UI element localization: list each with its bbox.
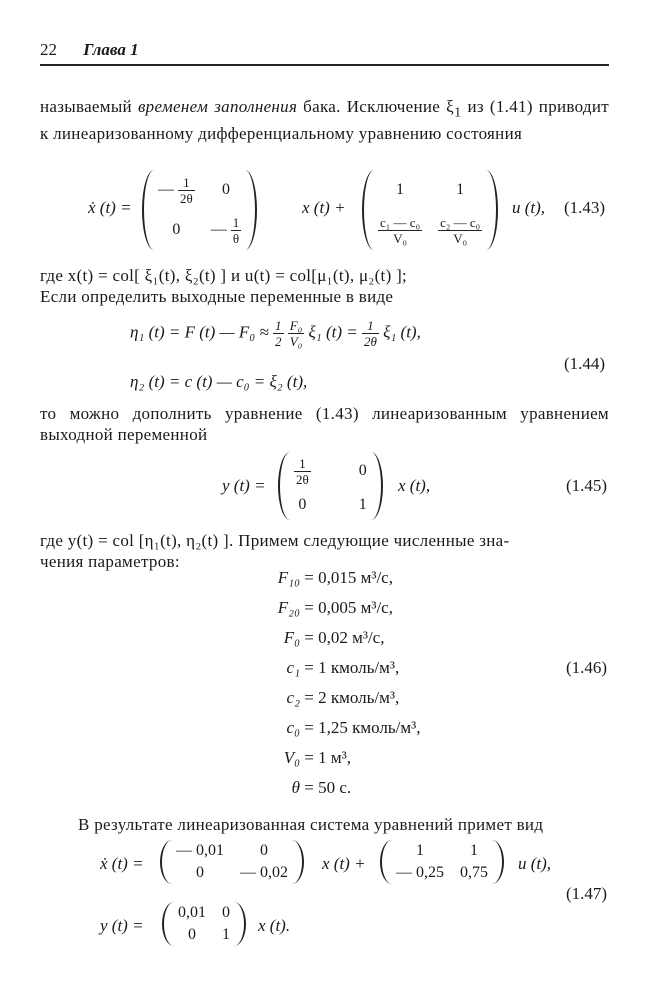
eq147-matrix-c: 0,01 0 0 1 xyxy=(170,902,238,946)
param-row: c₁ = 1 кмоль/м³, xyxy=(286,658,400,677)
eq147-matrix-a: — 0,01 0 0 — 0,02 xyxy=(168,840,296,884)
param-row: F₀ = 0,02 м³/с, xyxy=(283,628,385,647)
running-header xyxy=(40,40,139,60)
header-rule xyxy=(40,64,609,66)
param-row: F₂₀ = 0,005 м³/с, xyxy=(277,598,393,617)
param-row: V₀ = 1 м³, xyxy=(283,748,351,767)
param-row: c₂ = 2 кмоль/м³, xyxy=(286,688,400,707)
eq143-label: (1.43) xyxy=(564,198,606,217)
eq145-label: (1.45) xyxy=(566,476,608,495)
param-row: F₁₀ = 0,015 м³/с, xyxy=(277,568,393,587)
eq147-line2-rhs: x (t). xyxy=(258,916,291,935)
eq146-label: (1.46) xyxy=(566,658,608,677)
eq147-line1-mid: x (t) + xyxy=(322,854,366,873)
chapter-title: Глава 1 xyxy=(83,40,139,59)
eq147-line1-rhs: u (t), xyxy=(518,854,552,873)
eq144-line2: η₂ (t) = c (t) — c₀ = ξ₂ (t), xyxy=(130,372,308,391)
paragraph-output: то можно дополнить уравнение (1.43) линеаризованным уравнением выходной переменной xyxy=(40,404,609,444)
eq145-matrix: $\frac{1}{2\theta}$ 0 0 1 xyxy=(286,452,375,520)
eq143-matrix-a: — $\frac{1}{2\theta}$ 0 0 — $\frac{1}{\theta}$ xyxy=(150,170,249,250)
paragraph-params-intro: где y(t) = col [η₁(t), η₂(t) ]. Примем следующие численные зна- чения параметров: xyxy=(40,531,510,571)
eq143-matrix-b: 1 1 $\frac{\text{c₁ — c₀}}{\text{V₀}}$ $\frac{\text{c₂ — c₀}}{\text{V₀}}$ xyxy=(370,170,490,250)
eq143-rhs: u (t), xyxy=(512,198,546,217)
paragraph-where-x: где x(t) = col[ ξ₁(t), ξ₂(t) ] и u(t) = col[μ₁(t), μ₂(t) ]; Если определить выходные переменные в виде xyxy=(40,266,408,306)
eq144-label: (1.44) xyxy=(564,354,606,373)
eq143-mid: x (t) + xyxy=(302,198,346,217)
paragraph-result: В результате линеаризованная система уравнений примет вид xyxy=(78,815,544,834)
eq147-matrix-b: 1 1 — 0,25 0,75 xyxy=(388,840,496,884)
term-fill-time: временем заполнения xyxy=(137,97,298,116)
eq145-rhs: x (t), xyxy=(398,476,431,495)
param-row: c₀ = 1,25 кмоль/м³, xyxy=(286,718,421,737)
page-number: 22 xyxy=(40,40,57,59)
param-row: θ = 50 с. xyxy=(291,778,352,797)
eq147-line2-lhs: y (t) = xyxy=(100,916,144,935)
eq143-lhs: ẋ (t) = xyxy=(88,198,132,217)
eq147-label: (1.47) xyxy=(566,884,608,903)
paragraph-intro: называемый временем заполнения бака. Исключение $\xi_1$ из (1.41) приводит к линеаризованному дифференциальному уравнению состояния xyxy=(40,97,609,144)
eq147-line1-lhs: ẋ (t) = xyxy=(100,854,144,873)
eq145-lhs: y (t) = xyxy=(222,476,266,495)
